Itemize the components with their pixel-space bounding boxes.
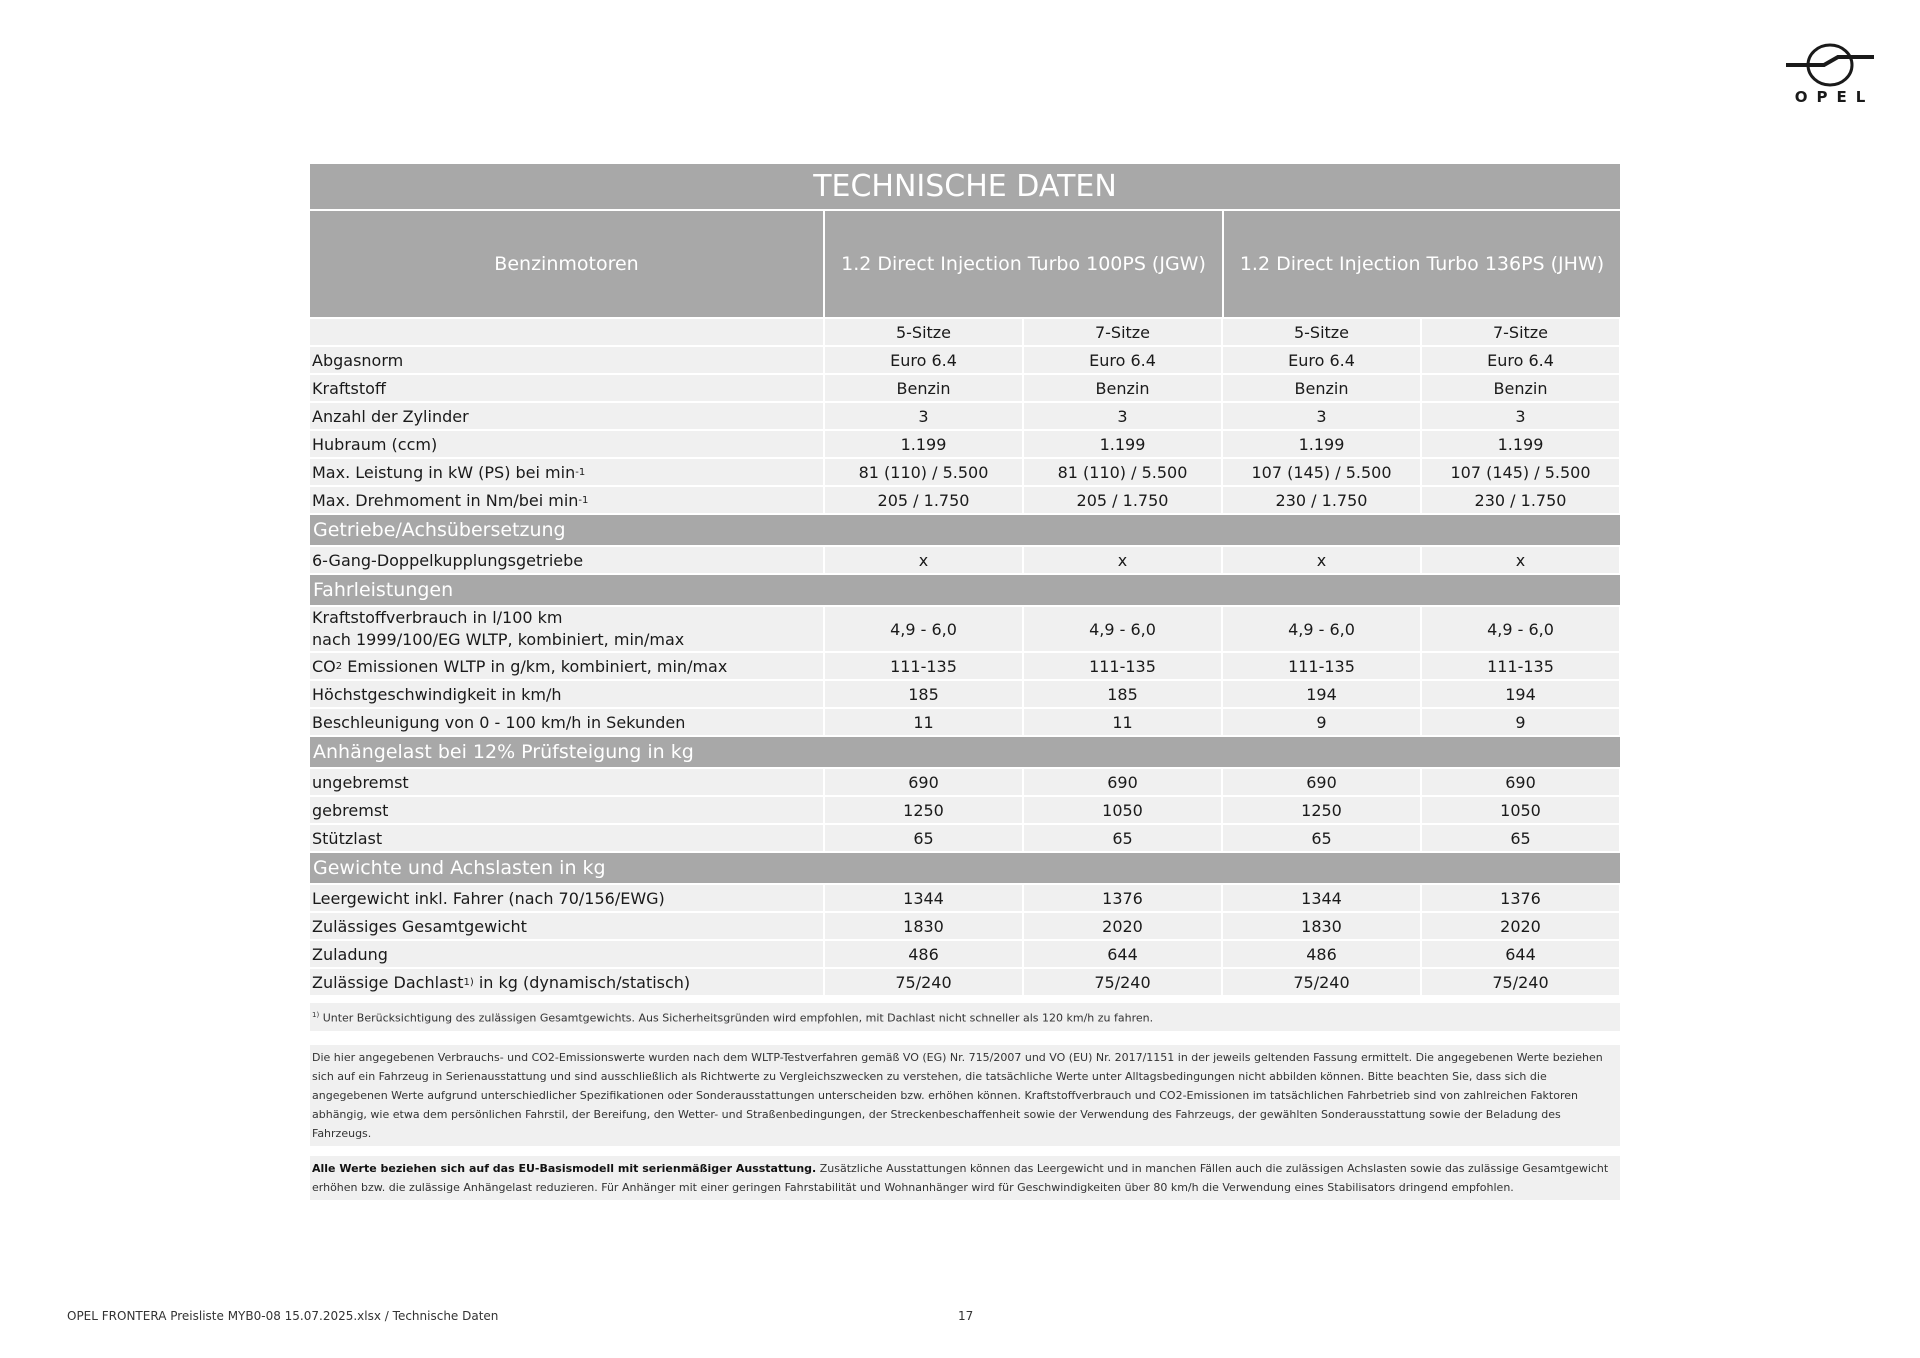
section-header-fahrleistungen: Fahrleistungen xyxy=(310,575,1620,605)
cell: 1376 xyxy=(1422,885,1619,911)
basis-note-bold: Alle Werte beziehen sich auf das EU-Basismodell mit serienmäßiger Ausstattung. xyxy=(312,1161,817,1175)
row-label xyxy=(310,653,823,679)
cell: 111-135 xyxy=(1422,653,1619,679)
section-header-getriebe: Getriebe/Achsübersetzung xyxy=(310,515,1620,545)
cell: 1.199 xyxy=(1223,431,1420,457)
section-header-gewichte: Gewichte und Achslasten in kg xyxy=(310,853,1620,883)
cell: 644 xyxy=(1422,941,1619,967)
table-row-ungebremst xyxy=(310,769,1620,795)
cell: 107 (145) / 5.500 xyxy=(1223,459,1420,485)
row-label: Beschleunigung von 0 - 100 km/h in Sekunden xyxy=(310,709,823,735)
row-label xyxy=(310,459,823,485)
cell: 9 xyxy=(1223,709,1420,735)
cell: 9 xyxy=(1422,709,1619,735)
table-row-gebremst xyxy=(310,797,1620,823)
cell: 5-Sitze xyxy=(1223,319,1420,345)
table-row-zuladung xyxy=(310,941,1620,967)
cell: 2020 xyxy=(1024,913,1221,939)
superscript: -1 xyxy=(575,466,586,478)
cell: 1376 xyxy=(1024,885,1221,911)
table-row-gesamtgewicht xyxy=(310,913,1620,939)
cell: 1830 xyxy=(1223,913,1420,939)
table-row-leistung xyxy=(310,459,1620,485)
cell: 75/240 xyxy=(1223,969,1420,995)
brand-wordmark: OPEL xyxy=(1794,88,1875,106)
cell: 1830 xyxy=(825,913,1022,939)
cell: 1344 xyxy=(1223,885,1420,911)
cell: 1250 xyxy=(1223,797,1420,823)
cell: 690 xyxy=(1223,769,1420,795)
cell: 5-Sitze xyxy=(825,319,1022,345)
cell: x xyxy=(1422,547,1619,573)
superscript: 1) xyxy=(463,976,474,988)
cell: Benzin xyxy=(1422,375,1619,401)
row-label-text: in kg (dynamisch/statisch) xyxy=(473,972,691,992)
row-label-text: CO xyxy=(312,656,336,676)
row-label xyxy=(310,607,823,651)
cell: x xyxy=(1024,547,1221,573)
row-label: Leergewicht inkl. Fahrer (nach 70/156/EWG) xyxy=(310,885,823,911)
row-label: Höchstgeschwindigkeit in km/h xyxy=(310,681,823,707)
cell: 690 xyxy=(825,769,1022,795)
cell: 75/240 xyxy=(825,969,1022,995)
footer-filename: OPEL FRONTERA Preisliste MYB0-08 15.07.2025.xlsx / Technische Daten xyxy=(67,1309,499,1323)
header-engine-136ps: 1.2 Direct Injection Turbo 136PS (JHW) xyxy=(1224,211,1620,317)
table-row-beschleunigung xyxy=(310,709,1620,735)
cell: 3 xyxy=(1422,403,1619,429)
row-label-text: Max. Leistung in kW (PS) bei min xyxy=(312,462,576,482)
cell: 65 xyxy=(1223,825,1420,851)
table-row-kraftstoff xyxy=(310,375,1620,401)
table-row-leergewicht xyxy=(310,885,1620,911)
cell: 111-135 xyxy=(825,653,1022,679)
table-row-dachlast xyxy=(310,969,1620,995)
row-label-text: Emissionen WLTP in g/km, kombiniert, min/max xyxy=(342,656,728,676)
row-label: Stützlast xyxy=(310,825,823,851)
cell: 65 xyxy=(1422,825,1619,851)
cell: 230 / 1.750 xyxy=(1422,487,1619,513)
cell: 194 xyxy=(1422,681,1619,707)
table-header xyxy=(310,211,1620,317)
cell: 205 / 1.750 xyxy=(1024,487,1221,513)
cell: 690 xyxy=(1024,769,1221,795)
cell: 75/240 xyxy=(1422,969,1619,995)
cell: 185 xyxy=(825,681,1022,707)
cell: 1050 xyxy=(1024,797,1221,823)
row-label: Abgasnorm xyxy=(310,347,823,373)
header-engine-100ps: 1.2 Direct Injection Turbo 100PS (JGW) xyxy=(825,211,1222,317)
cell: Benzin xyxy=(1223,375,1420,401)
table-row-co2 xyxy=(310,653,1620,679)
cell: 690 xyxy=(1422,769,1619,795)
cell: 4,9 - 6,0 xyxy=(1024,607,1221,651)
cell: 205 / 1.750 xyxy=(825,487,1022,513)
table-row-seats xyxy=(310,319,1620,345)
row-label xyxy=(310,319,823,345)
technical-data-sheet xyxy=(310,164,1620,1200)
wltp-note: Die hier angegebenen Verbrauchs- und CO2-Emissionswerte wurden nach dem WLTP-Testverfahren gemäß VO (EG) Nr. 715/2007 und VO (EU) Nr. 2017/1151 in der jeweils geltenden Fassung ermittelt. Die angegebenen Werte beziehen sich auf ein Fahrzeug in Serienausstattung und sind ausschließlich als Richtwerte zu Vergleichszwecken zu verstehen, die tatsächliche Werte unter Alltagsbedingungen nicht abbilden können. Bitte beachten Sie, dass sich die angegebenen Werte aufgrund unterschiedlicher Spezifikationen oder Sonderausstattungen unterscheiden bzw. erhöhen können. Kraftstoffverbrauch und CO2-Emissionen im tatsächlichen Fahrbetrieb sind von zahlreichen Faktoren abhängig, wie etwa dem persönlichen Fahrstil, der Bereifung, den Wetter- und Straßenbedingungen, der Streckenbeschaffenheit sowie der Verwendung des Fahrzeugs, der gewählten Sonderausstattung sowie der Beladung des Fahrzeugs. xyxy=(310,1045,1620,1146)
cell: 486 xyxy=(825,941,1022,967)
page-title: TECHNISCHE DATEN xyxy=(310,164,1620,209)
cell: 65 xyxy=(1024,825,1221,851)
row-label: gebremst xyxy=(310,797,823,823)
cell: 1050 xyxy=(1422,797,1619,823)
footnote-mark: 1) xyxy=(312,1011,320,1019)
cell: 1.199 xyxy=(825,431,1022,457)
table-row-drehmoment xyxy=(310,487,1620,513)
cell: Euro 6.4 xyxy=(1223,347,1420,373)
row-label xyxy=(310,969,823,995)
table-row-vmax xyxy=(310,681,1620,707)
row-label: Anzahl der Zylinder xyxy=(310,403,823,429)
row-label: 6-Gang-Doppelkupplungsgetriebe xyxy=(310,547,823,573)
cell: 3 xyxy=(1024,403,1221,429)
row-label-line: nach 1999/100/EG WLTP, kombiniert, min/max xyxy=(312,630,685,649)
cell: 81 (110) / 5.500 xyxy=(825,459,1022,485)
cell: 75/240 xyxy=(1024,969,1221,995)
cell: 1344 xyxy=(825,885,1022,911)
section-header-anhaengelast: Anhängelast bei 12% Prüfsteigung in kg xyxy=(310,737,1620,767)
table-row-zylinder xyxy=(310,403,1620,429)
cell: x xyxy=(1223,547,1420,573)
cell: 7-Sitze xyxy=(1024,319,1221,345)
table-row-hubraum xyxy=(310,431,1620,457)
cell: 81 (110) / 5.500 xyxy=(1024,459,1221,485)
row-label-line: Kraftstoffverbrauch in l/100 km xyxy=(312,608,563,627)
cell: 1.199 xyxy=(1422,431,1619,457)
cell: 7-Sitze xyxy=(1422,319,1619,345)
cell: 2020 xyxy=(1422,913,1619,939)
cell: 1.199 xyxy=(1024,431,1221,457)
row-label: Hubraum (ccm) xyxy=(310,431,823,457)
cell: 111-135 xyxy=(1024,653,1221,679)
row-label: Zuladung xyxy=(310,941,823,967)
basis-note-text: Zusätzliche Ausstattungen können das Leergewicht und in manchen Fällen auch die zulässigen Achslasten sowie das zulässige Gesamtgewicht erhöhen bzw. die zulässige Anhängelast reduzieren. Für Anhänger mit einer geringen Fahrstabilität und Wohnanhänger wird für Geschwindigkeiten über 80 km/h die Verwendung eines Stabilisators dringend empfohlen. xyxy=(312,1161,1609,1194)
table-row-verbrauch xyxy=(310,607,1620,651)
row-label: Kraftstoff xyxy=(310,375,823,401)
cell: 107 (145) / 5.500 xyxy=(1422,459,1619,485)
header-engine-type: Benzinmotoren xyxy=(310,211,823,317)
cell: 230 / 1.750 xyxy=(1223,487,1420,513)
cell: 111-135 xyxy=(1223,653,1420,679)
superscript: -1 xyxy=(578,494,589,506)
cell: 3 xyxy=(825,403,1022,429)
row-label: Zulässiges Gesamtgewicht xyxy=(310,913,823,939)
row-label-text: Zulässige Dachlast xyxy=(312,972,464,992)
cell: 65 xyxy=(825,825,1022,851)
table-row-abgasnorm xyxy=(310,347,1620,373)
cell: 486 xyxy=(1223,941,1420,967)
table-row-stuetzlast xyxy=(310,825,1620,851)
cell: 194 xyxy=(1223,681,1420,707)
cell: 4,9 - 6,0 xyxy=(825,607,1022,651)
footnote xyxy=(310,1003,1620,1031)
cell: 11 xyxy=(825,709,1022,735)
cell: 644 xyxy=(1024,941,1221,967)
cell: Euro 6.4 xyxy=(1422,347,1619,373)
cell: x xyxy=(825,547,1022,573)
row-label-text: Max. Drehmoment in Nm/bei min xyxy=(312,490,579,510)
page-number: 17 xyxy=(958,1309,974,1323)
cell: Euro 6.4 xyxy=(1024,347,1221,373)
cell: Euro 6.4 xyxy=(825,347,1022,373)
row-label xyxy=(310,487,823,513)
cell: 4,9 - 6,0 xyxy=(1422,607,1619,651)
cell: 185 xyxy=(1024,681,1221,707)
row-label: ungebremst xyxy=(310,769,823,795)
table-row-getriebe xyxy=(310,547,1620,573)
cell: Benzin xyxy=(1024,375,1221,401)
subscript: 2 xyxy=(335,660,343,672)
cell: Benzin xyxy=(825,375,1022,401)
cell: 3 xyxy=(1223,403,1420,429)
cell: 4,9 - 6,0 xyxy=(1223,607,1420,651)
cell: 1250 xyxy=(825,797,1022,823)
basis-note xyxy=(310,1156,1620,1200)
footnote-text: Unter Berücksichtigung des zulässigen Gesamtgewichts. Aus Sicherheitsgründen wird empfohlen, mit Dachlast nicht schneller als 120 km/h zu fahren. xyxy=(322,1011,1154,1025)
cell: 11 xyxy=(1024,709,1221,735)
